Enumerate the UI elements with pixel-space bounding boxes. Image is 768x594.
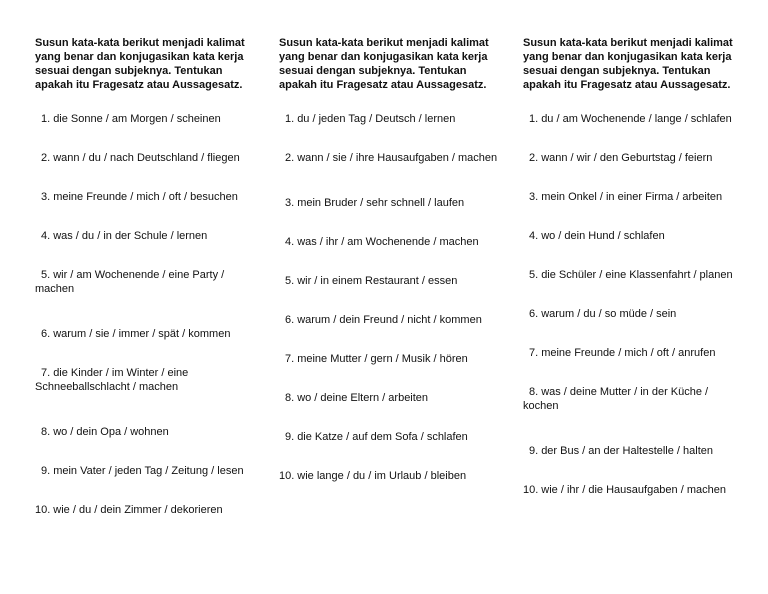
exercise-number: 5.	[41, 269, 51, 281]
exercise-item	[523, 190, 743, 204]
exercise-item	[523, 112, 743, 126]
exercise-item	[279, 430, 499, 444]
exercise-text: wo / dein Hund / schlafen	[541, 230, 665, 242]
exercise-text: du / jeden Tag / Deutsch / lernen	[297, 113, 456, 125]
exercise-number: 1.	[285, 113, 295, 125]
exercise-text: warum / sie / immer / spät / kommen	[53, 328, 231, 340]
exercise-text: mein Bruder / sehr schnell / laufen	[297, 197, 465, 209]
exercise-item	[279, 235, 499, 249]
exercise-number: 10.	[35, 504, 51, 516]
exercise-item	[279, 151, 499, 165]
exercise-number: 4.	[529, 230, 539, 242]
exercise-item	[523, 444, 743, 458]
exercise-item	[279, 469, 499, 483]
exercise-number: 9.	[41, 465, 51, 477]
exercise-item	[279, 313, 499, 327]
exercise-item	[35, 112, 255, 126]
exercise-text: der Bus / an der Haltestelle / halten	[541, 445, 714, 457]
exercise-item	[35, 190, 255, 204]
exercise-text: wo / deine Eltern / arbeiten	[297, 392, 429, 404]
exercise-text: was / du / in der Schule / lernen	[53, 230, 208, 242]
exercise-number: 1.	[529, 113, 539, 125]
worksheet-column-2	[279, 36, 499, 508]
exercise-item	[279, 352, 499, 366]
exercise-text: die Katze / auf dem Sofa / schlafen	[297, 431, 468, 443]
exercise-number: 10.	[523, 484, 539, 496]
exercise-item	[523, 229, 743, 243]
exercise-text: meine Freunde / mich / oft / anrufen	[541, 347, 716, 359]
exercise-number: 1.	[41, 113, 51, 125]
exercise-text: was / ihr / am Wochenende / machen	[297, 236, 479, 248]
exercise-number: 3.	[529, 191, 539, 203]
exercise-text: meine Mutter / gern / Musik / hören	[297, 353, 468, 365]
exercise-number: 3.	[41, 191, 51, 203]
exercise-number: 4.	[285, 236, 295, 248]
exercise-item	[523, 346, 743, 360]
exercise-text: was / deine Mutter / in der Küche / kochen	[523, 386, 709, 412]
exercise-item	[523, 307, 743, 321]
exercise-item	[35, 151, 255, 165]
exercise-item	[35, 503, 255, 517]
exercise-item	[35, 268, 255, 296]
exercise-item	[279, 391, 499, 405]
exercise-number: 6.	[41, 328, 51, 340]
exercise-text: die Kinder / im Winter / eine Schneeballschlacht / machen	[35, 367, 189, 393]
exercise-item	[523, 385, 743, 413]
exercise-number: 2.	[529, 152, 539, 164]
exercise-text: mein Vater / jeden Tag / Zeitung / lesen	[53, 465, 244, 477]
exercise-text: mein Onkel / in einer Firma / arbeiten	[541, 191, 723, 203]
exercise-text: wie / du / dein Zimmer / dekorieren	[53, 504, 223, 516]
exercise-item	[279, 112, 499, 126]
exercise-list	[35, 112, 255, 517]
exercise-text: die Sonne / am Morgen / scheinen	[53, 113, 221, 125]
exercise-text: die Schüler / eine Klassenfahrt / planen	[541, 269, 733, 281]
exercise-text: wann / sie / ihre Hausaufgaben / machen	[297, 152, 498, 164]
exercise-text: wo / dein Opa / wohnen	[53, 426, 169, 438]
exercise-number: 7.	[41, 367, 51, 379]
instruction-text: Susun kata-kata berikut menjadi kalimat yang benar dan konjugasikan kata kerja sesuai dengan subjeknya. Tentukan apakah itu Fragesatz atau Aussagesatz.	[35, 37, 245, 91]
exercise-number: 9.	[529, 445, 539, 457]
exercise-number: 7.	[285, 353, 295, 365]
exercise-text: wie lange / du / im Urlaub / bleiben	[297, 470, 467, 482]
exercise-item	[279, 274, 499, 288]
exercise-number: 9.	[285, 431, 295, 443]
exercise-text: meine Freunde / mich / oft / besuchen	[53, 191, 238, 203]
exercise-text: wir / am Wochenende / eine Party / machen	[35, 269, 225, 295]
exercise-text: wir / in einem Restaurant / essen	[297, 275, 458, 287]
exercise-number: 7.	[529, 347, 539, 359]
exercise-item	[523, 268, 743, 282]
exercise-number: 8.	[41, 426, 51, 438]
exercise-number: 5.	[529, 269, 539, 281]
exercise-number: 8.	[285, 392, 295, 404]
exercise-item	[35, 327, 255, 341]
exercise-item	[35, 229, 255, 243]
worksheet-column-3	[523, 36, 743, 522]
exercise-item	[35, 464, 255, 478]
exercise-text: warum / du / so müde / sein	[541, 308, 677, 320]
exercise-number: 10.	[279, 470, 295, 482]
instruction-text: Susun kata-kata berikut menjadi kalimat yang benar dan konjugasikan kata kerja sesuai dengan subjeknya. Tentukan apakah itu Fragesatz atau Aussagesatz.	[279, 37, 489, 91]
exercise-list	[279, 112, 499, 483]
exercise-text: du / am Wochenende / lange / schlafen	[541, 113, 732, 125]
exercise-item	[35, 366, 255, 394]
instruction-text: Susun kata-kata berikut menjadi kalimat yang benar dan konjugasikan kata kerja sesuai dengan subjeknya. Tentukan apakah itu Fragesatz atau Aussagesatz.	[523, 37, 733, 91]
exercise-number: 5.	[285, 275, 295, 287]
exercise-number: 6.	[285, 314, 295, 326]
exercise-number: 2.	[41, 152, 51, 164]
exercise-item	[35, 425, 255, 439]
exercise-number: 6.	[529, 308, 539, 320]
worksheet-column-1	[35, 36, 255, 542]
exercise-number: 4.	[41, 230, 51, 242]
exercise-item	[279, 196, 499, 210]
exercise-text: wann / wir / den Geburtstag / feiern	[541, 152, 713, 164]
exercise-number: 3.	[285, 197, 295, 209]
exercise-number: 8.	[529, 386, 539, 398]
exercise-list	[523, 112, 743, 497]
exercise-text: wann / du / nach Deutschland / fliegen	[53, 152, 240, 164]
exercise-item	[523, 151, 743, 165]
exercise-number: 2.	[285, 152, 295, 164]
exercise-item	[523, 483, 743, 497]
exercise-text: wie / ihr / die Hausaufgaben / machen	[541, 484, 726, 496]
exercise-text: warum / dein Freund / nicht / kommen	[297, 314, 482, 326]
